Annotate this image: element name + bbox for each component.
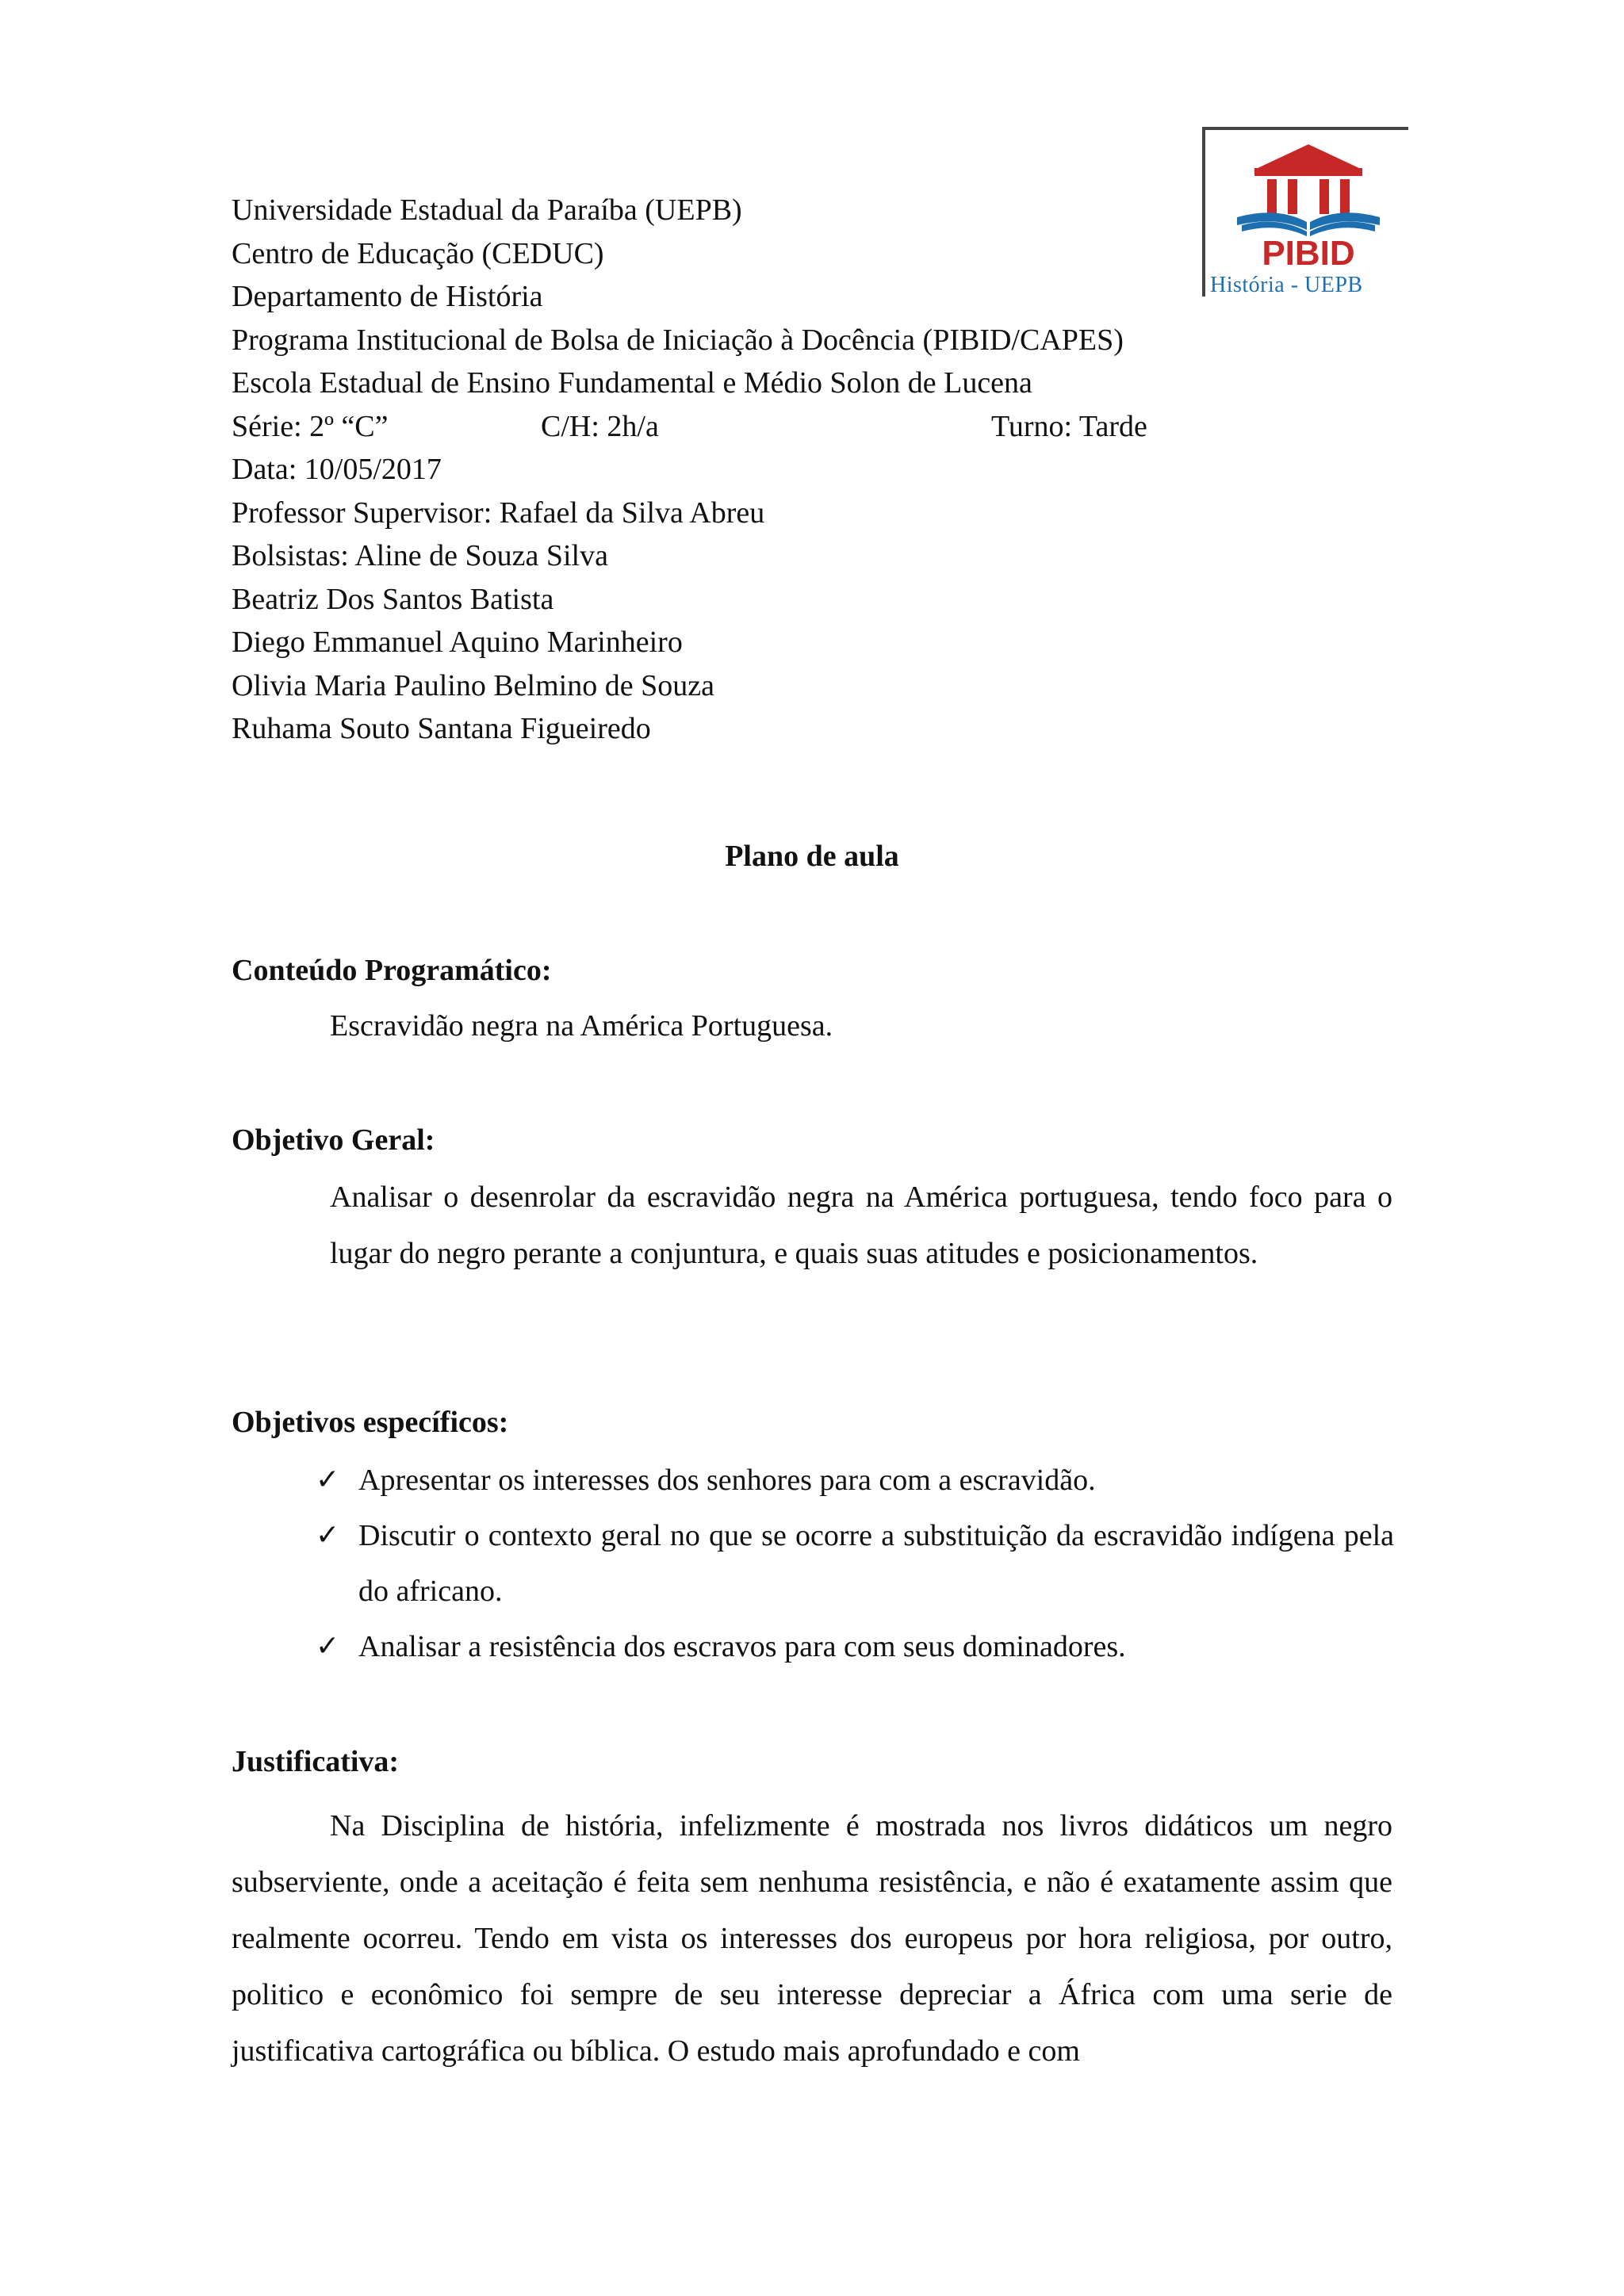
justificativa-heading: Justificativa: <box>232 1745 400 1778</box>
header-line-supervisor: Professor Supervisor: Rafael da Silva Abreu <box>232 496 765 530</box>
checkmark-icon: ✓ <box>316 1464 340 1496</box>
header-line-center: Centro de Educação (CEDUC) <box>232 236 604 270</box>
header-line-member: Beatriz Dos Santos Batista <box>232 582 554 616</box>
conteudo-heading: Conteúdo Programático: <box>232 954 552 987</box>
header-line-bolsistas: Bolsistas: Aline de Souza Silva <box>232 539 608 572</box>
list-item-text: Discutir o contexto geral no que se ocorre a substituição da escravidão indígena pela do africano. <box>358 1519 1394 1608</box>
header-line-school: Escola Estadual de Ensino Fundamental e Médio Solon de Lucena <box>232 366 1032 400</box>
header-line-member: Ruhama Souto Santana Figueiredo <box>232 712 651 745</box>
turno-label: Turno: Tarde <box>991 409 1147 443</box>
list-item-text: Apresentar os interesses dos senhores para com a escravidão. <box>358 1464 1096 1497</box>
list-item <box>316 1619 1394 1674</box>
conteudo-text: Escravidão negra na América Portuguesa. <box>330 1009 833 1043</box>
ch-label: C/H: 2h/a <box>541 409 659 443</box>
list-item <box>316 1452 1394 1508</box>
header-line-university: Universidade Estadual da Paraíba (UEPB) <box>232 193 742 227</box>
header-line-program: Programa Institucional de Bolsa de Iniciação à Docência (PIBID/CAPES) <box>232 323 1124 357</box>
serie-label: Série: 2º “C” <box>232 409 389 443</box>
document-header <box>232 189 1231 751</box>
header-line-member: Olivia Maria Paulino Belmino de Souza <box>232 668 714 702</box>
checkmark-icon: ✓ <box>316 1630 340 1663</box>
objetivo-geral-text: Analisar o desenrolar da escravidão negra na América portuguesa, tendo foco para o lugar do negro perante a conjuntura, e quais suas atitudes e posicionamentos. <box>330 1181 1392 1270</box>
header-line-department: Departamento de História <box>232 280 543 313</box>
logo-subtitle: História - UEPB <box>1210 273 1363 297</box>
checkmark-icon: ✓ <box>316 1519 340 1552</box>
justificativa-text: Na Disciplina de história, infelizmente é mostrada nos livros didáticos um negro subserviente, onde a aceitação é feita sem nenhuma resistência, e não é exatamente assim que realmente ocorreu. Tendo em vista os interesses dos europeus por hora religiosa, por outro, politico e econômico foi sempre de seu interesse depreciar a África com uma serie de justificativa cartográfica ou bíblica. O estudo mais aprofundado e com <box>232 1809 1392 2068</box>
header-line-date: Data: 10/05/2017 <box>232 453 442 486</box>
objetivo-geral-heading: Objetivo Geral: <box>232 1123 435 1157</box>
header-line-class-info <box>232 405 1231 449</box>
page-title: Plano de aula <box>725 840 899 873</box>
list-item <box>316 1508 1394 1619</box>
pibid-logo <box>1202 127 1408 297</box>
objetivos-especificos-list <box>316 1452 1394 1674</box>
header-line-member: Diego Emmanuel Aquino Marinheiro <box>232 626 683 659</box>
list-item-text: Analisar a resistência dos escravos para com seus dominadores. <box>358 1630 1126 1663</box>
objetivos-especificos-heading: Objetivos específicos: <box>232 1406 509 1439</box>
logo-brand: PIBID <box>1262 234 1355 273</box>
